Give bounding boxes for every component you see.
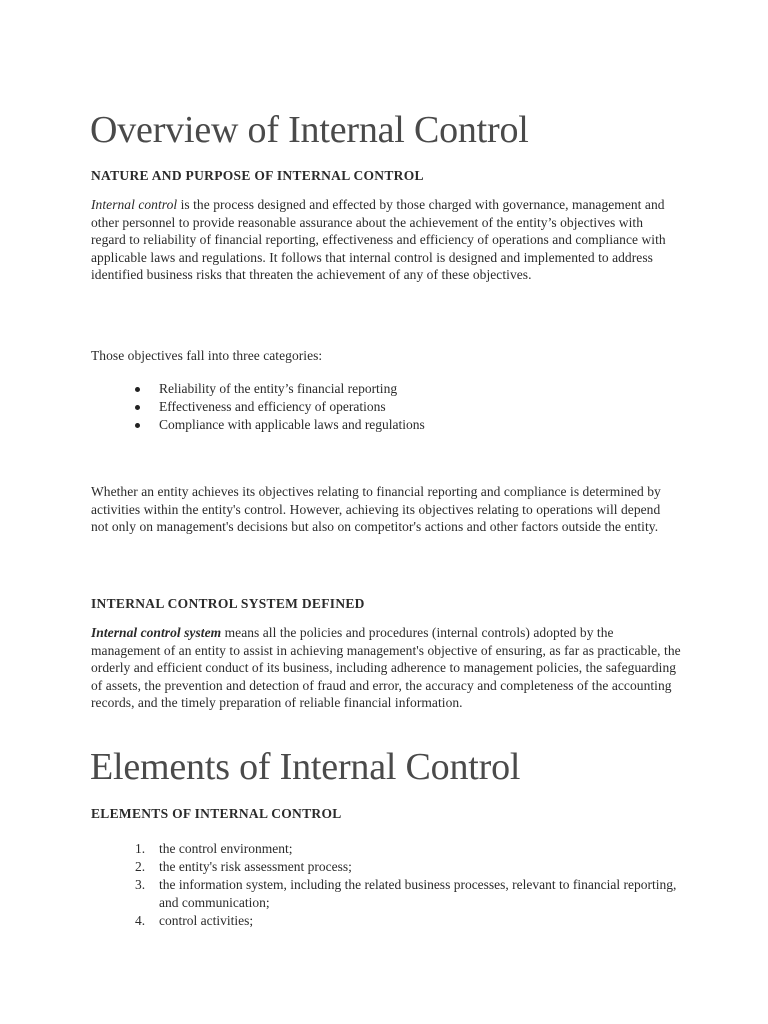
nature-purpose-heading: NATURE AND PURPOSE OF INTERNAL CONTROL bbox=[91, 168, 424, 183]
elements-heading: ELEMENTS OF INTERNAL CONTROL bbox=[91, 806, 342, 821]
list-item bbox=[159, 416, 689, 434]
internal-control-definition bbox=[91, 196, 681, 284]
list-item-text: Effectiveness and efficiency of operations bbox=[159, 399, 386, 414]
internal-control-system-term: Internal control system bbox=[91, 625, 222, 640]
categories-lead: Those objectives fall into three categories: bbox=[91, 348, 323, 363]
system-defined-heading: INTERNAL CONTROL SYSTEM DEFINED bbox=[91, 596, 365, 611]
internal-control-definition-text: is the process designed and effected by those charged with governance, management and other personnel to provide reasonable assurance about the achievement of the entity’s objectives with regard to reliability of financial reporting, effectiveness and efficiency of operations and compliance with applicable laws and regulations. It follows that internal control is designed and implemented to address identified business risks that threaten the achievement of any of these objectives. bbox=[91, 197, 666, 283]
list-item bbox=[159, 398, 689, 416]
list-item bbox=[159, 380, 689, 398]
list-item-text: the entity's risk assessment process; bbox=[159, 859, 352, 874]
list-item-text: control activities; bbox=[159, 913, 254, 928]
elements-list bbox=[135, 840, 689, 930]
list-item-text: the information system, including the related business processes, relevant to financial reporting, and communication; bbox=[159, 877, 677, 910]
list-number: 1. bbox=[135, 841, 146, 856]
objectives-list bbox=[159, 380, 689, 434]
list-number: 2. bbox=[135, 859, 146, 874]
overview-title: Overview of Internal Control bbox=[90, 109, 529, 151]
list-item bbox=[135, 912, 689, 930]
system-definition-text: means all the policies and procedures (internal controls) adopted by the management of an entity to assist in achieving management's objective of ensuring, as far as practicable, the orderly and efficient conduct of its business, including adherence to management policies, the safeguarding of assets, the prevention and detection of fraud and error, the accuracy and completeness of the accounting records, and the timely preparation of reliable financial information. bbox=[91, 625, 681, 711]
list-item bbox=[135, 840, 689, 858]
list-item bbox=[135, 876, 689, 912]
bullet-icon bbox=[135, 387, 140, 392]
list-number: 4. bbox=[135, 913, 146, 928]
bullet-icon bbox=[135, 405, 140, 410]
internal-control-term: Internal control bbox=[91, 197, 178, 212]
list-item-text: Reliability of the entity’s financial reporting bbox=[159, 381, 398, 396]
elements-title: Elements of Internal Control bbox=[90, 746, 521, 788]
list-item-text: the control environment; bbox=[159, 841, 293, 856]
list-number: 3. bbox=[135, 877, 146, 892]
bullet-icon bbox=[135, 423, 140, 428]
list-item-text: Compliance with applicable laws and regulations bbox=[159, 417, 425, 432]
objectives-paragraph: Whether an entity achieves its objectives relating to financial reporting and compliance is determined by activities within the entity's control. However, achieving its objectives relating to operations will depend not only on management's decisions but also on competitor's actions and other factors outside the entity. bbox=[91, 484, 661, 535]
list-item bbox=[135, 858, 689, 876]
system-definition bbox=[91, 624, 681, 712]
